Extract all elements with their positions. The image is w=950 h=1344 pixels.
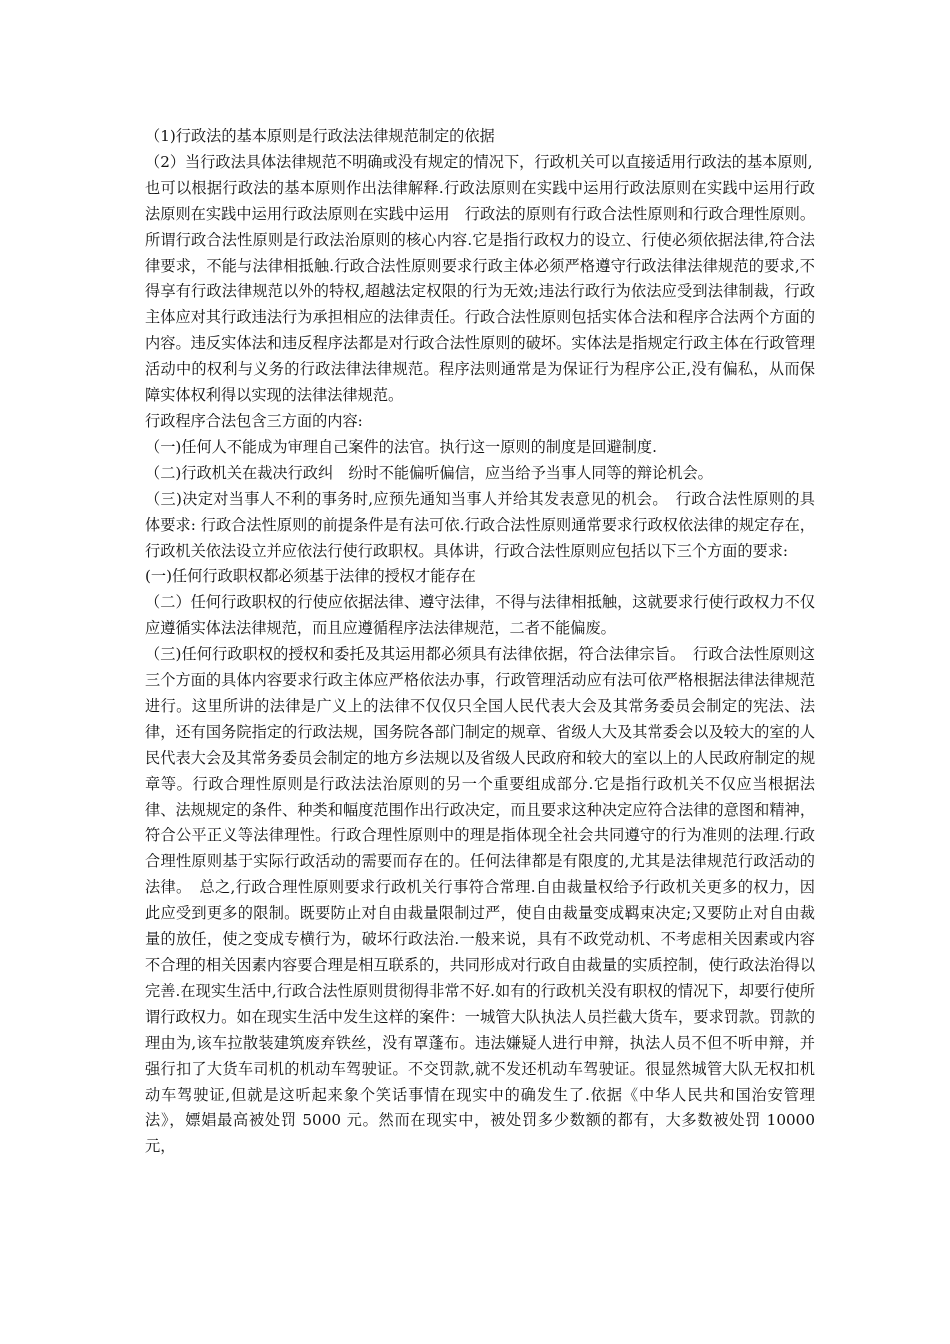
paragraph-7: （三)决定对当事人不利的事务时,应预先通知当事人并给其发表意见的机会。 行政合法性原则的具体要求: 行政合法性原则的前提条件是有法可依.行政合法性原则通常要求行政权依法律的规定存在，行政机关依法设立并应依法行使行政职权。具体讲，行政合法性原则应包括以下三个方面的要求: <box>145 489 815 560</box>
paragraph-1: （1)行政法的基本原则是行政法法律规范制定的依据 <box>145 127 495 145</box>
paragraph-4: 行政程序合法包含三方面的内容: <box>145 411 363 430</box>
paragraph-6: （二)行政机关在裁决行政纠 纷时不能偏听偏信，应当给予当事人同等的辩论机会。 <box>145 463 713 482</box>
paragraph-8: (一)任何行政职权都必须基于法律的授权才能存在 <box>145 567 476 586</box>
paragraph-2: （2）当行政法具体法律规范不明确或没有规定的情况下，行政机关可以直接适用行政法的基本原则, <box>145 152 813 171</box>
paragraph-10: （三)任何行政职权的授权和委托及其运用都必须具有法律依据，符合法律宗旨。 行政合法性原则这三个方面的具体内容要求行政主体应严格依法办事，行政管理活动应有法可依严格根据法律法律规范进行。这里所讲的法律是广义上的法律不仅仅只全国人民代表大会及其常务委员会制定的宪法、法律，还有国务院指定的行政法规，国务院各部门制定的规章、省级人大及其常委会以及较大的室的人民代表大会及其常务委员会制定的地方乡法规以及省级人民政府和较大的室以上的人民政府制定的规章等。行政合理性原则是行政法法治原则的另一个重要组成部分.它是指行政机关不仅应当根据法律、法规规定的条件、种类和幅度范围作出行政决定，而且要求这种决定应符合法律的意图和精神，符合公平正义等法律理性。行政合理性原则中的理是指体现全社会共同遵守的行为准则的法理.行政合理性原则基于实际行政活动的需要而存在的。任何法律都是有限度的,尤其是法律规范行政活动的法律。 总之,行政合理性原则要求行政机关行事符合常理.自由裁量权给予行政机关更多的权力，因此应受到更多的限制。既要防止对自由裁量限制过严，使自由裁量变成羁束决定;又要防止对自由裁量的放任，使之变成专横行为，破坏行政法治.一般来说，具有不政党动机、不考虑相关因素或内容不合理的相关因素内容要合理是相互联系的，共同形成对行政自由裁量的实质控制，使行政法治得以完善.在现实生活中,行政合法性原则贯彻得非常不好.如有的行政机关没有职权的情况下，却要行使所谓行政权力。如在现实生活中发生这样的案件：一城管大队执法人员拦截大货车，要求罚款。罚款的理由为,该车拉散装建筑废弃铁丝，没有罩蓬布。违法嫌疑人进行申辩，执法人员不但不听申辩，并强行扣了大货车司机的机动车驾驶证。不交罚款,就不发还机动车驾驶证。很显然城管大队无权扣机动车驾驶证,但就是这听起来象个笑话事情在现实中的确发生了.依据《中华人民共和国治安管理法》，嫖娼最高被处罚 5000 元。然而在现实中，被处罚多少数额的都有，大多数被处罚 10000 元， <box>145 645 815 1156</box>
paragraph-3: 也可以根据行政法的基本原则作出法律解释.行政法原则在实践中运用行政法原则在实践中运用行政法原则在实践中运用行政法原则在实践中运用 行政法的原则有行政合法性原则和行政合理性原则。所谓行政合法性原则是行政法治原则的核心内容.它是指行政权力的设立、行使必须依据法律,符合法律要求，不能与法律相抵触.行政合法性原则要求行政主体必须严格遵守行政法律法律规范的要求,不得享有行政法律规范以外的特权,超越法定权限的行为无效;违法行政行为依法应受到法律制裁，行政主体应对其行政违法行为承担相应的法律责任。行政合法性原则包括实体合法和程序合法两个方面的内容。违反实体法和违反程序法都是对行政合法性原则的破坏。实体法是指规定行政主体在行政管理活动中的权利与义务的行政法律法律规范。程序法则通常是为保证行为程序公正,没有偏私，从而保障实体权利得以实现的法律法律规范。 <box>145 178 815 405</box>
paragraph-9: （二）任何行政职权的行使应依据法律、遵守法律，不得与法律相抵触，这就要求行使行政权力不仅应遵循实体法法律规范，而且应遵循程序法法律规范，二者不能偏废。 <box>145 593 815 638</box>
document-body <box>145 124 815 1160</box>
paragraph-5: （一)任何人不能成为审理自己案件的法官。执行这一原则的制度是回避制度. <box>145 437 657 456</box>
